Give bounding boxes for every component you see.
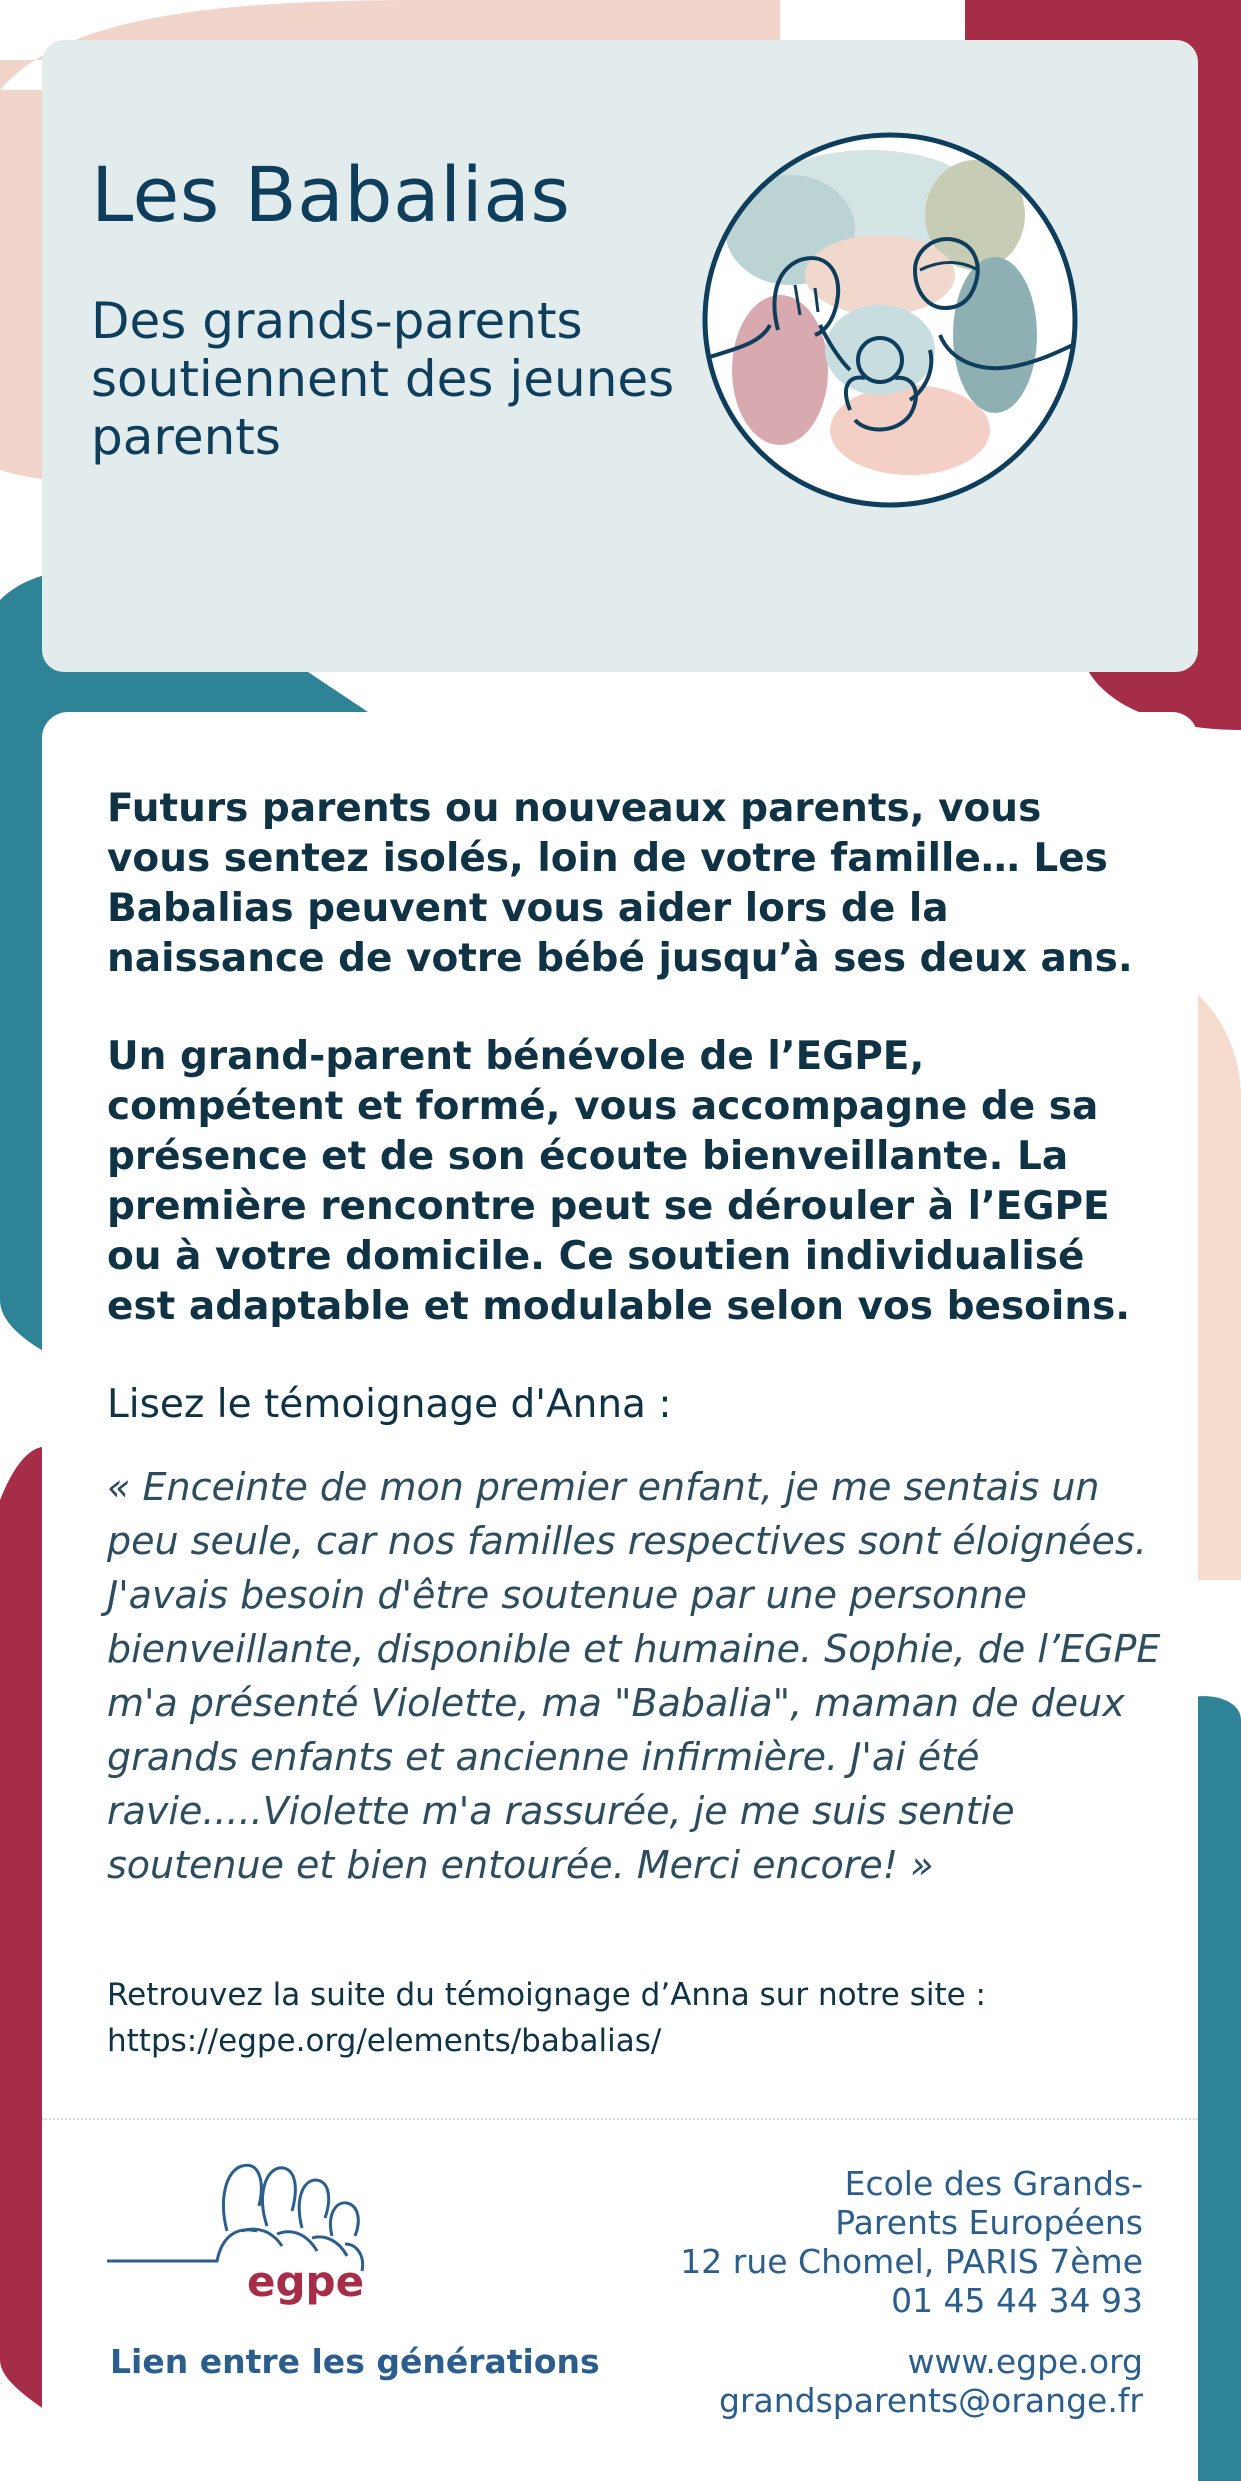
- address: 12 rue Chomel, PARIS 7ème: [680, 2242, 1143, 2281]
- testimony-heading: Lisez le témoignage d'Anna :: [107, 1382, 672, 1427]
- email-link[interactable]: grandsparents@orange.fr: [719, 2381, 1143, 2420]
- footer-divider: [42, 2118, 1198, 2120]
- testimony-more-text: Retrouvez la suite du témoignage d’Anna sur notre site :: [107, 1977, 986, 2013]
- page-subtitle: Des grands-parents soutiennent des jeunes parents: [91, 292, 675, 466]
- org-name-line-1: Ecole des Grands-: [844, 2164, 1143, 2203]
- intro-paragraph-1: Futurs parents ou nouveaux parents, vous vous sentez isolés, loin de votre famille… Les Babalias peuvent vous aider lors de la naissance de votre bébé jusqu’à ses deux ans.: [107, 786, 1133, 981]
- org-name-line-2: Parents Européens: [835, 2203, 1143, 2242]
- tagline: Lien entre les générations: [110, 2342, 600, 2381]
- contact-block: [680, 2164, 1143, 2420]
- testimony-quote: « Enceinte de mon premier enfant, je me sentais un peu seule, car nos familles respectives sont éloignées. J'avais besoin d'être soutenue par une personne bienveillante, disponible et humaine. Sophie, de l’EGPE m'a présenté Violette, ma "Babalia", maman de deux grands enfants et ancienne infirmière. J'ai été ravie.....Violette m'a rassurée, je me suis sentie soutenue et bien entourée. Merci encore! »: [107, 1465, 1161, 1887]
- family-circle-icon: [690, 120, 1090, 520]
- page-title: Les Babalias: [91, 150, 571, 239]
- egpe-logo: [107, 2156, 407, 2306]
- testimony-link[interactable]: https://egpe.org/elements/babalias/: [107, 2023, 662, 2059]
- phone[interactable]: 01 45 44 34 93: [891, 2281, 1143, 2320]
- egpe-logo-icon: [107, 2156, 407, 2306]
- website-link[interactable]: www.egpe.org: [907, 2342, 1143, 2381]
- testimony-more: [107, 1972, 1167, 2064]
- logo-text: egpe: [247, 2257, 365, 2306]
- intro-paragraph-2: Un grand-parent bénévole de l’EGPE, compétent et formé, vous accompagne de sa présence et de son écoute bienveillante. La première rencontre peut se dérouler à l’EGPE ou à votre domicile. Ce soutien individualisé est adaptable et modulable selon vos besoins.: [107, 1034, 1131, 1329]
- main-card: [42, 712, 1198, 2481]
